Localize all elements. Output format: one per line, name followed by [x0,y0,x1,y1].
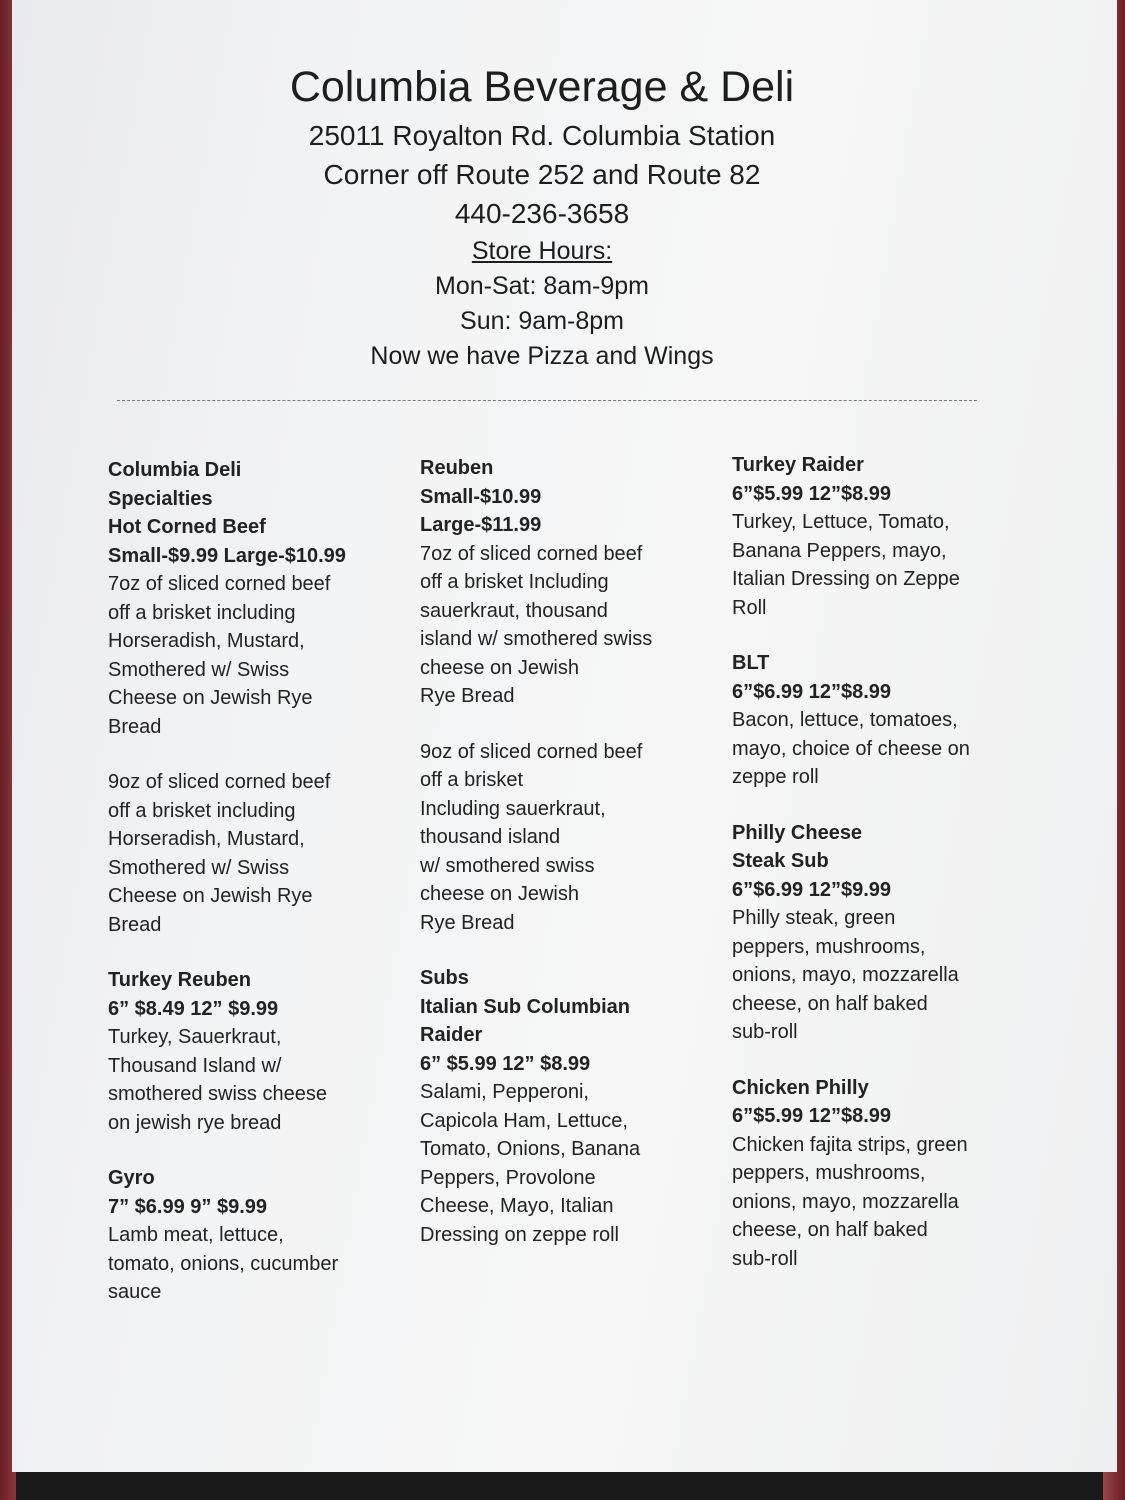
section-title: Subs [420,967,469,989]
menu-item-chicken-philly [732,1074,1032,1274]
item-desc-line: Tomato, Onions, Banana [420,1138,641,1160]
item-desc-line: cheese on Jewish [420,656,579,679]
item-desc-line: Banana Peppers, mayo, [732,539,947,562]
item-desc-line: zeppe roll [732,766,819,788]
item-desc-line: island w/ smothered swiss [420,628,653,650]
store-address: 25011 Royalton Rd. Columbia Station [308,120,776,151]
item-desc-line: Bread [108,913,162,936]
item-desc-line: 7oz of sliced corned beef [108,573,331,595]
item-desc-line: sauerkraut, thousand [420,599,608,622]
item-desc-line: cheese, on half baked [732,1219,928,1241]
item-desc-line: Capicola Ham, Lettuce, [420,1109,628,1132]
store-name: Columbia Beverage & Deli [289,63,795,111]
item-desc-line: Cheese, Mayo, Italian [420,1195,614,1217]
item-desc-line: Peppers, Provolone [420,1166,596,1189]
section-title-line: Columbia Deli [108,459,242,481]
item-name: Reuben [420,457,494,479]
hours-sunday: Sun: 9am-8pm [460,307,624,335]
item-name: BLT [732,652,770,674]
item-price: 7” $6.99 9” $9.99 [108,1195,268,1218]
item-desc-line: mayo, choice of cheese on [732,737,970,760]
item-desc-line: Italian Dressing on Zeppe [732,568,960,590]
item-name: Italian Sub Columbian [420,995,631,1018]
menu-item-turkey-raider [732,451,1032,622]
item-desc-line: w/ smothered swiss [420,854,595,877]
hours-weekday: Mon-Sat: 8am-9pm [435,272,649,300]
item-price: 6” $5.99 12” $8.99 [420,1052,591,1075]
store-location: Corner off Route 252 and Route 82 [323,159,761,190]
item-price: 6”$6.99 12”$8.99 [732,680,892,703]
item-desc-line: Smothered w/ Swiss [108,658,290,681]
item-desc-line: sauce [108,1281,162,1303]
item-price: 6” $8.49 12” $9.99 [108,997,279,1020]
item-desc-line: Turkey, Sauerkraut, [108,1026,282,1048]
item-desc-line: Horseradish, Mustard, [108,828,305,850]
item-desc-line: on jewish rye bread [108,1111,282,1134]
item-desc-line: Lamb meat, lettuce, [108,1224,284,1246]
item-desc-line: cheese, on half baked [732,992,928,1015]
item-desc-line: Smothered w/ Swiss [108,856,290,879]
item-desc-line: peppers, mushrooms, [732,935,926,958]
menu-header [12,58,1072,374]
store-phone: 440-236-3658 [454,198,630,229]
item-price: 6”$6.99 12”$9.99 [732,878,892,901]
item-desc-line: smothered swiss cheese [108,1083,327,1105]
item-desc-line: 7oz of sliced corned beef [420,542,643,565]
item-desc-line: Horseradish, Mustard, [108,630,305,652]
menu-item-large-description [420,738,720,938]
menu-item-turkey-reuben [108,966,408,1137]
menu-item-hot-corned-beef [108,456,408,741]
item-desc-line: off a brisket Including [420,571,609,593]
item-desc-line: Thousand Island w/ [108,1054,282,1077]
item-price: 6”$5.99 12”$8.99 [732,1105,892,1127]
item-name: Hot Corned Beef [108,516,266,538]
item-desc-line: sub-roll [732,1021,798,1043]
item-desc-line: thousand island [420,826,561,848]
item-desc-line: off a brisket [420,769,524,791]
menu-item-gyro [108,1164,408,1307]
menu-column-2 [420,454,720,1276]
item-name: Turkey Reuben [108,969,251,991]
section-title-line: Specialties [108,487,213,510]
item-desc-line: Cheese on Jewish Rye [108,687,313,709]
item-price: 6”$5.99 12”$8.99 [732,482,892,505]
item-desc-line: Turkey, Lettuce, Tomato, [732,511,950,533]
item-price: Small-$9.99 Large-$10.99 [108,544,346,567]
item-desc-line: Salami, Pepperoni, [420,1081,589,1103]
item-desc-line: onions, mayo, mozzarella [732,1190,959,1213]
item-name: Philly Cheese [732,821,863,844]
item-desc-line: cheese on Jewish [420,883,579,905]
item-desc-line: onions, mayo, mozzarella [732,964,959,986]
menu-item-reuben [420,454,720,711]
item-desc-line: peppers, mushrooms, [732,1162,926,1184]
header-divider [117,400,977,401]
pizza-wings-note: Now we have Pizza and Wings [370,342,714,370]
hours-label: Store Hours: [471,237,613,265]
item-desc-line: Rye Bread [420,685,515,707]
item-name: Gyro [108,1167,155,1189]
item-price: Large-$11.99 [420,514,542,536]
item-desc-line: Dressing on zeppe roll [420,1223,619,1246]
item-name: Chicken Philly [732,1076,869,1099]
item-desc-line: Rye Bread [420,911,515,934]
item-desc-line: off a brisket including [108,601,296,624]
menu-item-italian-sub [420,964,720,1249]
item-desc-line: tomato, onions, cucumber [108,1252,339,1275]
item-desc-line: Including sauerkraut, [420,797,606,820]
item-name: Turkey Raider [732,454,864,476]
item-name: Steak Sub [732,850,829,872]
menu-column-1 [108,456,408,1334]
item-desc-line: Bacon, lettuce, tomatoes, [732,709,958,731]
item-name: Raider [420,1024,483,1046]
item-desc-line: 9oz of sliced corned beef [108,771,331,793]
item-desc-line: off a brisket including [108,799,296,822]
item-desc-line: Philly steak, green [732,907,896,929]
item-desc-line: Chicken fajita strips, green [732,1133,968,1156]
menu-item-philly-cheese-steak [732,819,1032,1047]
item-desc-line: 9oz of sliced corned beef [420,740,643,763]
menu-item-large-description [108,768,408,939]
item-desc-line: Bread [108,715,162,738]
menu-sheet [12,0,1117,1472]
menu-column-3 [732,451,1032,1300]
menu-item-blt [732,649,1032,792]
item-desc-line: sub-roll [732,1247,798,1270]
item-desc-line: Cheese on Jewish Rye [108,885,313,907]
item-price: Small-$10.99 [420,485,542,508]
item-desc-line: Roll [732,596,767,619]
